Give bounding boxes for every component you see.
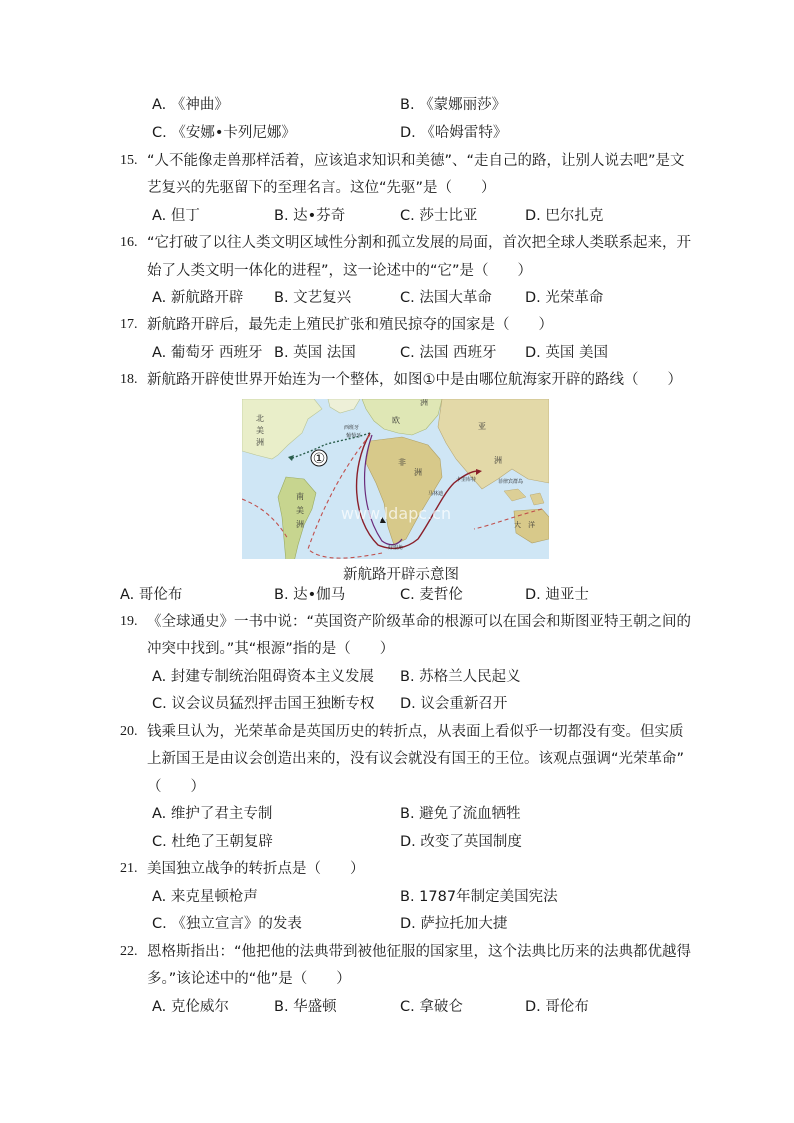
q16-option-d[interactable]: D. 光荣革命 [525, 290, 604, 306]
greenland-landmass [328, 399, 360, 413]
q20-option-d[interactable]: D. 改变了英国制度 [400, 834, 522, 850]
europe-landmass [362, 399, 442, 435]
question-21-number: 21. [120, 861, 138, 876]
question-15-number: 15. [120, 153, 138, 168]
q19-option-d[interactable]: D. 议会重新召开 [400, 696, 508, 712]
label-portugal: 葡萄牙 [346, 433, 362, 439]
question-16-text-line-2: 始了人类文明一体化的进程”，这一论述中的“它”是（ ） [147, 263, 533, 279]
new-sea-routes-map [242, 399, 549, 562]
southeast-asia-islands [504, 489, 544, 505]
q15-option-b[interactable]: B. 达•芬奇 [274, 208, 346, 224]
label-africa-1: 非 [398, 458, 406, 467]
q14-option-a[interactable]: A. 《神曲》 [152, 97, 229, 113]
label-asia-1: 亚 [478, 422, 486, 431]
q14-option-c[interactable]: C. 《安娜•卡列尼娜》 [152, 125, 296, 141]
q19-option-a[interactable]: A. 封建专制统治阻碍资本主义发展 [152, 669, 374, 685]
question-15-text-line-2: 艺复兴的先驱留下的至理名言。这位“先驱”是（ ） [147, 180, 496, 196]
q15-option-d[interactable]: D. 巴尔扎克 [525, 208, 604, 224]
question-18-text-line-1: 新航路开辟使世界开始连为一个整体，如图①中是由哪位航海家开辟的路线（ ） [147, 372, 682, 388]
label-north-america-2: 美 [256, 426, 264, 435]
q19-option-b[interactable]: B. 苏格兰人民起义 [400, 669, 521, 685]
question-19-number: 19. [120, 614, 138, 629]
q16-option-a[interactable]: A. 新航路开辟 [152, 290, 244, 306]
q21-option-c[interactable]: C. 《独立宣言》的发表 [152, 916, 302, 932]
label-north-america-3: 洲 [256, 438, 264, 447]
q22-option-a[interactable]: A. 克伦威尔 [152, 999, 229, 1015]
label-spain: 西班牙 [344, 425, 360, 431]
label-north-america-1: 北 [256, 414, 264, 423]
question-17-number: 17. [120, 317, 138, 332]
q15-option-a[interactable]: A. 但丁 [152, 208, 200, 224]
q17-option-c[interactable]: C. 法国 西班牙 [400, 345, 497, 361]
q17-option-a[interactable]: A. 葡萄牙 西班牙 [152, 345, 263, 361]
q22-option-b[interactable]: B. 华盛顿 [274, 999, 337, 1015]
question-17-text-line-1: 新航路开辟后，最先走上殖民扩张和殖民掠夺的国家是（ ） [147, 317, 553, 333]
q21-option-b[interactable]: B. 1787年制定美国宪法 [400, 889, 558, 905]
map-watermark: www.ldapc.cn [340, 504, 452, 523]
question-15-text-line-1: “人不能像走兽那样活着，应该追求知识和美德”、“走自己的路，让别人说去吧”是文 [147, 153, 685, 169]
q15-option-c[interactable]: C. 莎士比亚 [400, 208, 478, 224]
asia-landmass [438, 399, 549, 489]
q22-option-c[interactable]: C. 拿破仑 [400, 999, 463, 1015]
label-philippines: 菲律宾群岛 [498, 479, 524, 485]
label-africa-2: 洲 [414, 468, 422, 477]
q19-option-c[interactable]: C. 议会议员猛烈抨击国王独断专权 [152, 696, 375, 712]
q20-option-b[interactable]: B. 避免了流血牺牲 [400, 806, 521, 822]
north-america-landmass [242, 399, 322, 459]
q20-option-c[interactable]: C. 杜绝了王朝复辟 [152, 834, 273, 850]
q22-option-d[interactable]: D. 哥伦布 [525, 999, 589, 1015]
q18-option-a[interactable]: A. 哥伦布 [120, 587, 183, 603]
q17-option-d[interactable]: D. 英国 美国 [525, 345, 608, 361]
label-malindi: 马林迪 [428, 491, 444, 497]
label-good-hope: 好望角 [388, 545, 404, 551]
question-16-number: 16. [120, 235, 138, 250]
question-16-text-line-1: “它打破了以往人类文明区域性分割和孤立发展的局面，首次把全球人类联系起来，开 [147, 235, 692, 251]
q14-option-b[interactable]: B. 《蒙娜丽莎》 [400, 97, 507, 113]
question-19-text-line-2: 冲突中找到。”其“根源”指的是（ ） [147, 641, 395, 657]
question-19-text-line-1: 《全球通史》一书中说：“英国资产阶级革命的根源可以在国会和斯图亚特王朝之间的 [147, 614, 692, 630]
question-22-text-line-2: 多。”该论述中的“他”是（ ） [147, 971, 351, 987]
question-22-text-line-1: 恩格斯指出：“他把他的法典带到被他征服的国家里，这个法典比历来的法典都优越得 [147, 944, 692, 960]
label-asia-2: 洲 [494, 456, 502, 465]
q18-option-b[interactable]: B. 达•伽马 [274, 587, 346, 603]
question-20-number: 20. [120, 724, 138, 739]
q21-option-d[interactable]: D. 萨拉托加大捷 [400, 916, 508, 932]
label-europe-2: 洲 [420, 399, 428, 407]
question-20-text-line-3: （ ） [147, 779, 205, 795]
q21-option-a[interactable]: A. 来克星顿枪声 [152, 889, 258, 905]
label-calicut: 卡里库特 [456, 477, 477, 483]
label-south-america-1: 南 [296, 492, 304, 501]
antarctica-landmass [242, 559, 549, 562]
label-south-america-2: 美 [296, 506, 304, 515]
label-south-america-3: 洲 [296, 520, 304, 529]
label-europe-1: 欧 [392, 416, 400, 425]
question-22-number: 22. [120, 944, 138, 959]
q18-option-d[interactable]: D. 迪亚士 [525, 587, 589, 603]
label-ocean: 大 洋 [514, 521, 535, 529]
q14-option-d[interactable]: D. 《哈姆雷特》 [400, 125, 508, 141]
question-20-text-line-2: 上新国王是由议会创造出来的，没有议会就没有国王的王位。该观点强调“光荣革命” [147, 751, 685, 767]
q17-option-b[interactable]: B. 英国 法国 [274, 345, 356, 361]
q16-option-b[interactable]: B. 文艺复兴 [274, 290, 352, 306]
q20-option-a[interactable]: A. 维护了君主专制 [152, 806, 273, 822]
route-marker-label: ① [312, 451, 326, 467]
q16-option-c[interactable]: C. 法国大革命 [400, 290, 492, 306]
map-caption: 新航路开辟示意图 [343, 567, 459, 583]
question-20-text-line-1: 钱乘旦认为，光荣革命是英国历史的转折点，从表面上看似乎一切都没有变。但实质 [147, 724, 684, 740]
q18-option-c[interactable]: C. 麦哲伦 [400, 587, 463, 603]
question-18-number: 18. [120, 372, 138, 387]
question-21-text-line-1: 美国独立战争的转折点是（ ） [147, 861, 365, 877]
